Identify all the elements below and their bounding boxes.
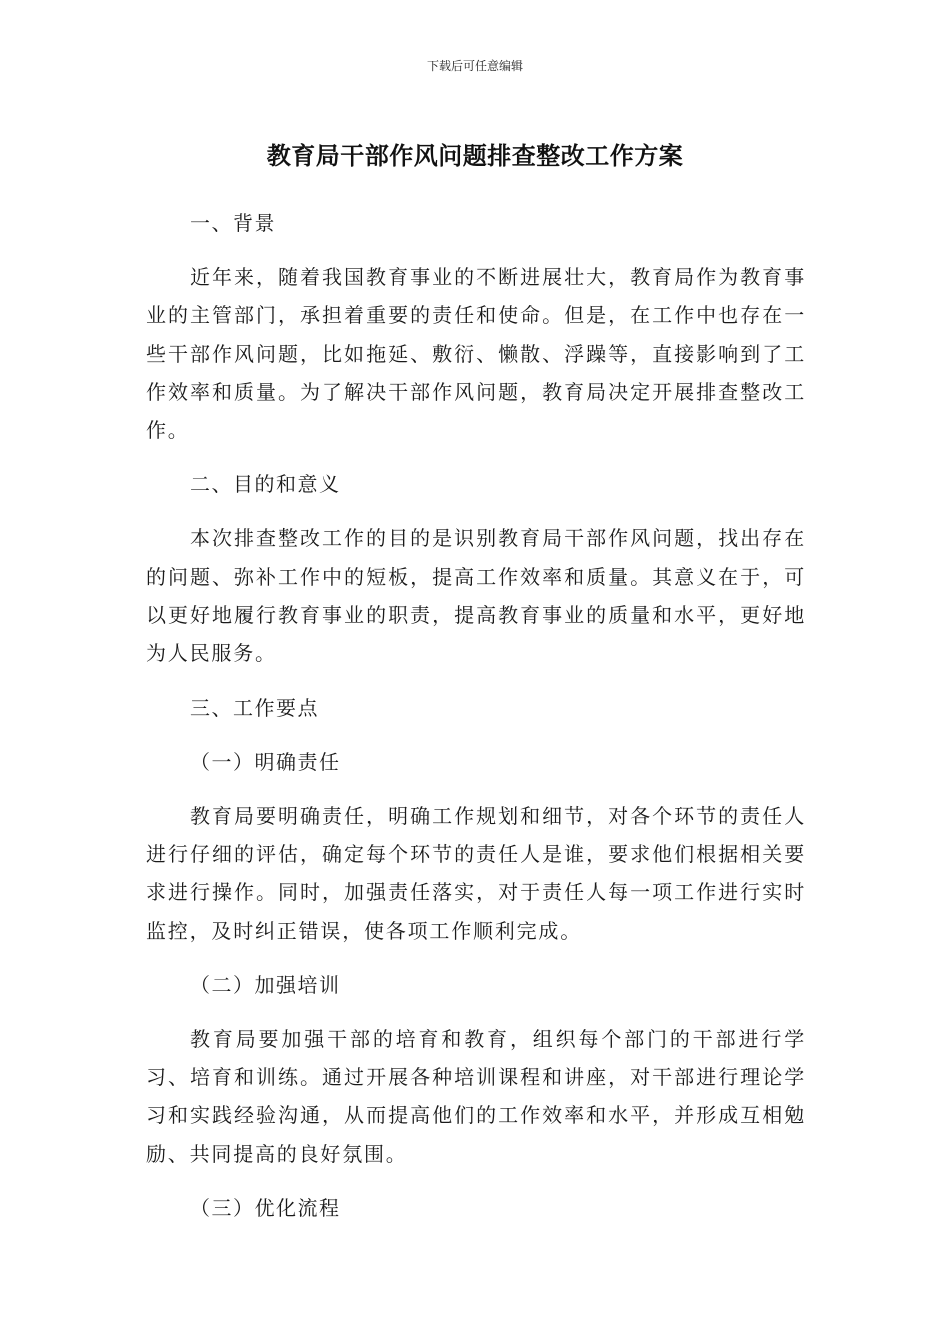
- paragraph-purpose: 本次排查整改工作的目的是识别教育局干部作风问题，找出存在的问题、弥补工作中的短板，提高工作效率和质量。其意义在于，可以更好地履行教育事业的职责，提高教育事业的质量和水平，更好地为人民服务。: [146, 526, 806, 666]
- header-note: 下载后可任意编辑: [426, 59, 523, 73]
- section-heading-purpose: 二、目的和意义: [190, 472, 341, 497]
- document-body: [146, 204, 806, 1243]
- subheading-optimize-process: （三）优化流程: [190, 1196, 341, 1221]
- paragraph-strengthen-training: 教育局要加强干部的培育和教育，组织每个部门的干部进行学习、培育和训练。通过开展各种培训课程和讲座，对干部进行理论学习和实践经验沟通，从而提高他们的工作效率和水平，并形成互相勉励、共同提高的良好氛围。: [146, 1026, 806, 1166]
- document-title: 教育局干部作风问题排查整改工作方案: [266, 142, 684, 170]
- subheading-strengthen-training: （二）加强培训: [190, 972, 341, 997]
- subheading-clarify-responsibility: （一）明确责任: [190, 749, 341, 774]
- section-heading-key-points: 三、工作要点: [190, 695, 319, 720]
- paragraph-clarify-responsibility: 教育局要明确责任，明确工作规划和细节，对各个环节的责任人进行仔细的评估，确定每个环节的责任人是谁，要求他们根据相关要求进行操作。同时，加强责任落实，对于责任人每一项工作进行实时监控，及时纠正错误，使各项工作顺利完成。: [146, 803, 806, 943]
- section-heading-background: 一、背景: [190, 211, 276, 235]
- paragraph-background: 近年来，随着我国教育事业的不断进展壮大，教育局作为教育事业的主管部门，承担着重要的责任和使命。但是，在工作中也存在一些干部作风问题，比如拖延、敷衍、懒散、浮躁等，直接影响到了工作效率和质量。为了解决干部作风问题，教育局决定开展排查整改工作。: [146, 265, 806, 443]
